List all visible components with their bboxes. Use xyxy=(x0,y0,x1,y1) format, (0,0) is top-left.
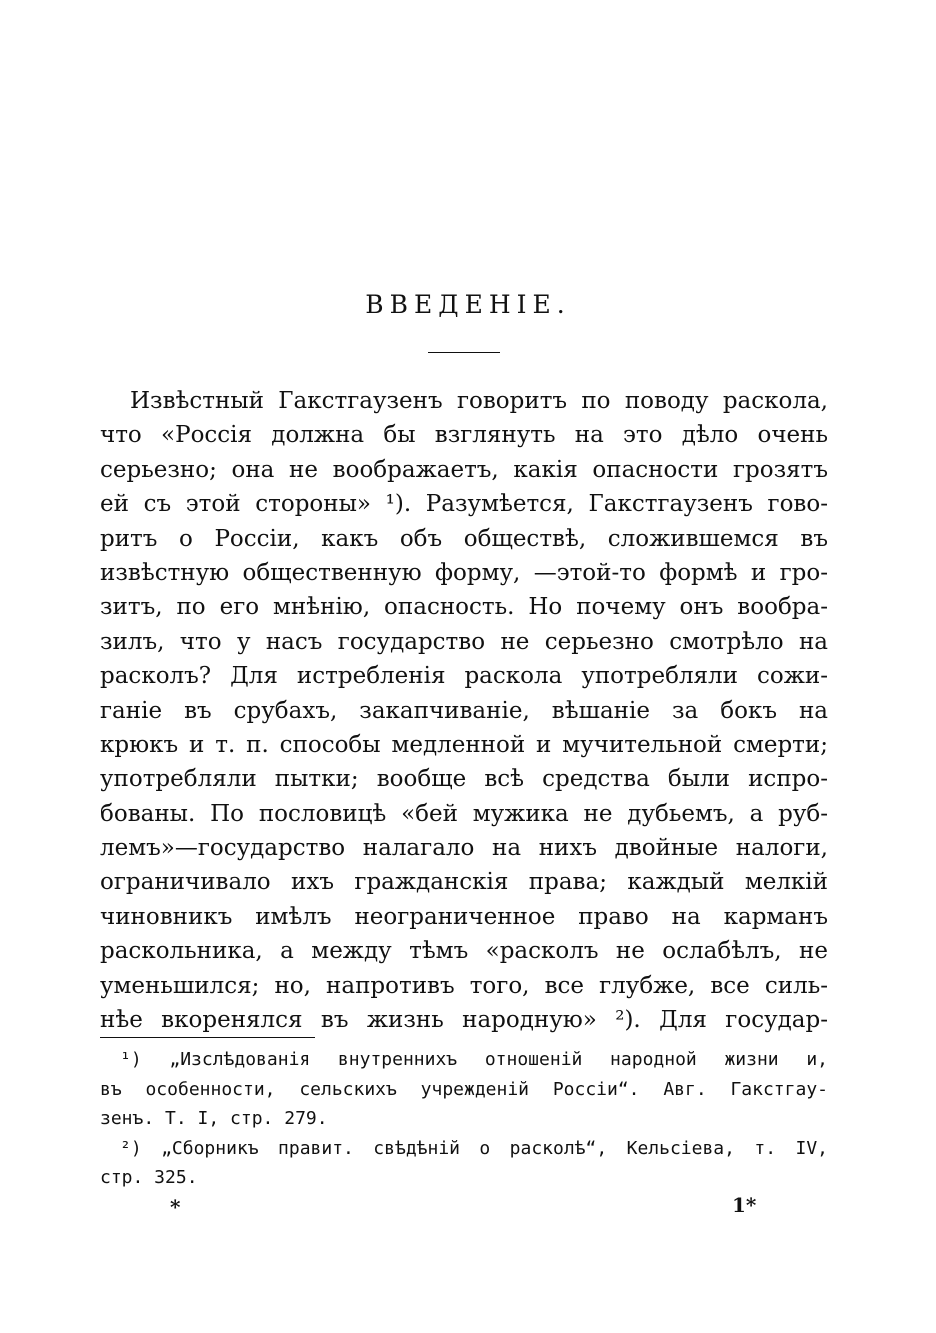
body-line: уменьшился; но, напротивъ того, все глубже, все силь- xyxy=(100,972,828,999)
heading-rule xyxy=(428,352,500,353)
chapter-heading: ВВЕДЕНІЕ. xyxy=(365,290,571,319)
body-line: раскольника, а между тѣмъ «расколъ не ослабѣлъ, не xyxy=(100,938,828,965)
body-line: чиновникъ имѣлъ неограниченное право на карманъ xyxy=(100,903,828,930)
body-line: ритъ о Россіи, какъ объ обществѣ, сложившемся въ xyxy=(100,525,828,552)
body-line: крюкъ и т. п. способы медленной и мучительной смерти; xyxy=(100,731,828,758)
body-line: нѣе вкоренялся въ жизнь народную» ²). Для государ- xyxy=(100,1007,828,1034)
body-line: ганіе въ срубахъ, закапчиваніе, вѣшаніе за бокъ на xyxy=(100,697,828,724)
body-line: Извѣстный Гакстгаузенъ говоритъ по поводу раскола, xyxy=(130,388,828,414)
body-line: ей съ этой стороны» ¹). Разумѣется, Гакстгаузенъ гово- xyxy=(100,491,828,518)
body-text xyxy=(100,384,828,1037)
footnote-line: ²) „Сборникъ правит. свѣдѣній о расколѣ“, Кельсіева, т. IV, xyxy=(120,1137,828,1159)
footnotes xyxy=(100,1045,828,1193)
body-line: зитъ, по его мнѣнію, опасность. Но почему онъ вообра- xyxy=(100,594,828,621)
footnote-rule xyxy=(100,1037,315,1038)
body-line: серьезно; она не воображаетъ, какія опасности грозятъ xyxy=(100,456,828,483)
body-line: употребляли пытки; вообще всѣ средства были испро- xyxy=(100,766,828,793)
footnote-line: стр. 325. xyxy=(100,1167,198,1188)
body-line: расколъ? Для истребленія раскола употребляли сожи- xyxy=(100,663,828,690)
page-number: 1* xyxy=(732,1193,757,1217)
body-line: что «Россія должна бы взглянуть на это дѣло очень xyxy=(100,422,828,449)
footnote-line: зенъ. Т. I, стр. 279. xyxy=(100,1108,328,1129)
body-line: ограничивало ихъ гражданскія права; каждый мелкій xyxy=(100,869,828,896)
body-line: бованы. По пословицѣ «бей мужика не дубьемъ, а руб- xyxy=(100,800,828,827)
footnote-line: ¹) „Изслѣдованія внутреннихъ отношеній народной жизни и, xyxy=(120,1049,828,1070)
body-line: лемъ»—государство налагало на нихъ двойные налоги, xyxy=(100,835,828,862)
body-line: зилъ, что у насъ государство не серьезно смотрѣло на xyxy=(100,628,828,655)
signature-mark: * xyxy=(170,1195,181,1219)
body-line: извѣстную общественную форму, —этой-то формѣ и гро- xyxy=(100,559,828,586)
footnote-line: въ особенности, сельскихъ учрежденій Россіи“. Авг. Гакстгау- xyxy=(100,1078,828,1100)
